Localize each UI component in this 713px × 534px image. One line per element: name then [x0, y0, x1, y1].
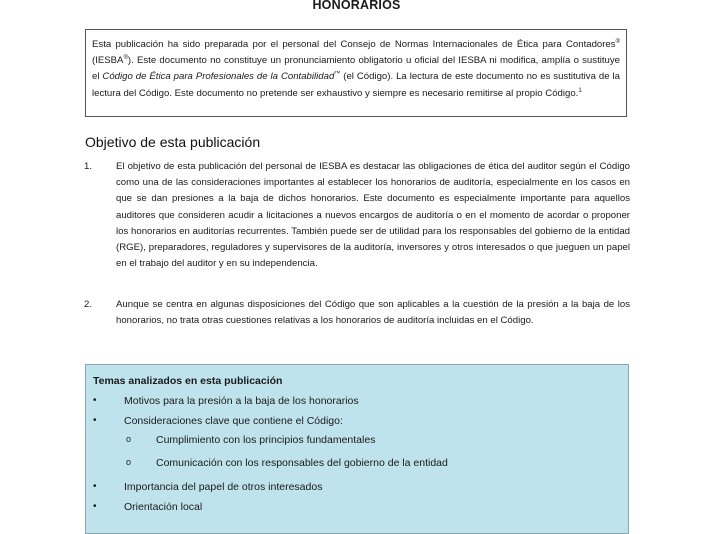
bullet-icon: • — [93, 481, 97, 492]
registered-mark: ® — [615, 38, 620, 45]
disclaimer-text-1: Esta publicación ha sido preparada por el personal del Consejo de Normas Internacionales de Ética para Contadores — [92, 39, 616, 50]
paragraph-number: 2. — [84, 299, 93, 310]
code-title: Código de Ética para Profesionales de la Contabilidad — [102, 71, 335, 83]
disclaimer-text-4: (el Código). La lectura de este documento no es sustitutiva de la lectura del Código. Este documento no pretende ser exhaustivo y siempre es necesario remitirse al propio Código. — [92, 71, 620, 99]
list-item-label: Motivos para la presión a la baja de los honorarios — [124, 395, 359, 407]
registered-mark: ® — [123, 55, 128, 62]
footnote-reference[interactable]: 1 — [578, 87, 582, 94]
sub-bullet-icon: o — [126, 457, 132, 467]
list-item-label: Comunicación con los responsables del gobierno de la entidad — [156, 457, 448, 469]
topics-title: Temas analizados en esta publicación — [93, 375, 283, 387]
paragraph-1 — [84, 159, 630, 272]
bullet-icon: • — [93, 415, 97, 426]
disclaimer-text-3: ). Este documento no constituye un pronunciamiento obligatorio u oficial del IESBA ni modifica, amplía o sustituye el — [92, 55, 620, 83]
paragraph-text: Aunque se centra en algunas disposiciones del Código que son aplicables a la cuestión de la presión a la baja de los honorarios, no trata otras cuestiones relativas a los honorarios de auditoría incluidas en el Código. — [116, 299, 630, 327]
page-title: HONORARIOS — [312, 0, 401, 12]
bullet-icon: • — [93, 501, 97, 512]
trademark-mark: ™ — [334, 71, 341, 78]
paragraph-number: 1. — [84, 161, 93, 172]
section-heading: Objetivo de esta publicación — [85, 134, 261, 150]
sub-bullet-icon: o — [126, 434, 132, 444]
paragraph-text: El objetivo de esta publicación del personal de IESBA es destacar las obligaciones de ética del auditor según el Código como una de las consideraciones importantes al establecer los honorarios de auditoría, especialmente en los casos en que se dan presiones a la baja de dichos honorarios. Este documento es especialmente importante para aquellos auditores que consideren acudir a licitaciones a nuevos encargos de auditoría o en el momento de acordar o proponer los honorarios en auditorías recurrentes. También puede ser de utilidad para los responsables del gobierno de la entidad (RGE), preparadores, reguladores y supervisores de la auditoría, inversores y otros interesados o que jueguen un papel en el trabajo del auditor y en su independencia. — [116, 161, 630, 270]
list-item-label: Cumplimiento con los principios fundamentales — [156, 434, 376, 446]
bullet-icon: • — [93, 395, 97, 406]
paragraph-2 — [84, 297, 630, 329]
disclaimer-text-2: (IESBA — [92, 55, 124, 67]
list-item-label: Importancia del papel de otros interesados — [124, 481, 323, 493]
disclaimer-box — [85, 29, 627, 117]
list-item-label: Orientación local — [124, 501, 203, 513]
list-item-label: Consideraciones clave que contiene el Código: — [124, 415, 343, 427]
topics-box — [85, 364, 629, 534]
